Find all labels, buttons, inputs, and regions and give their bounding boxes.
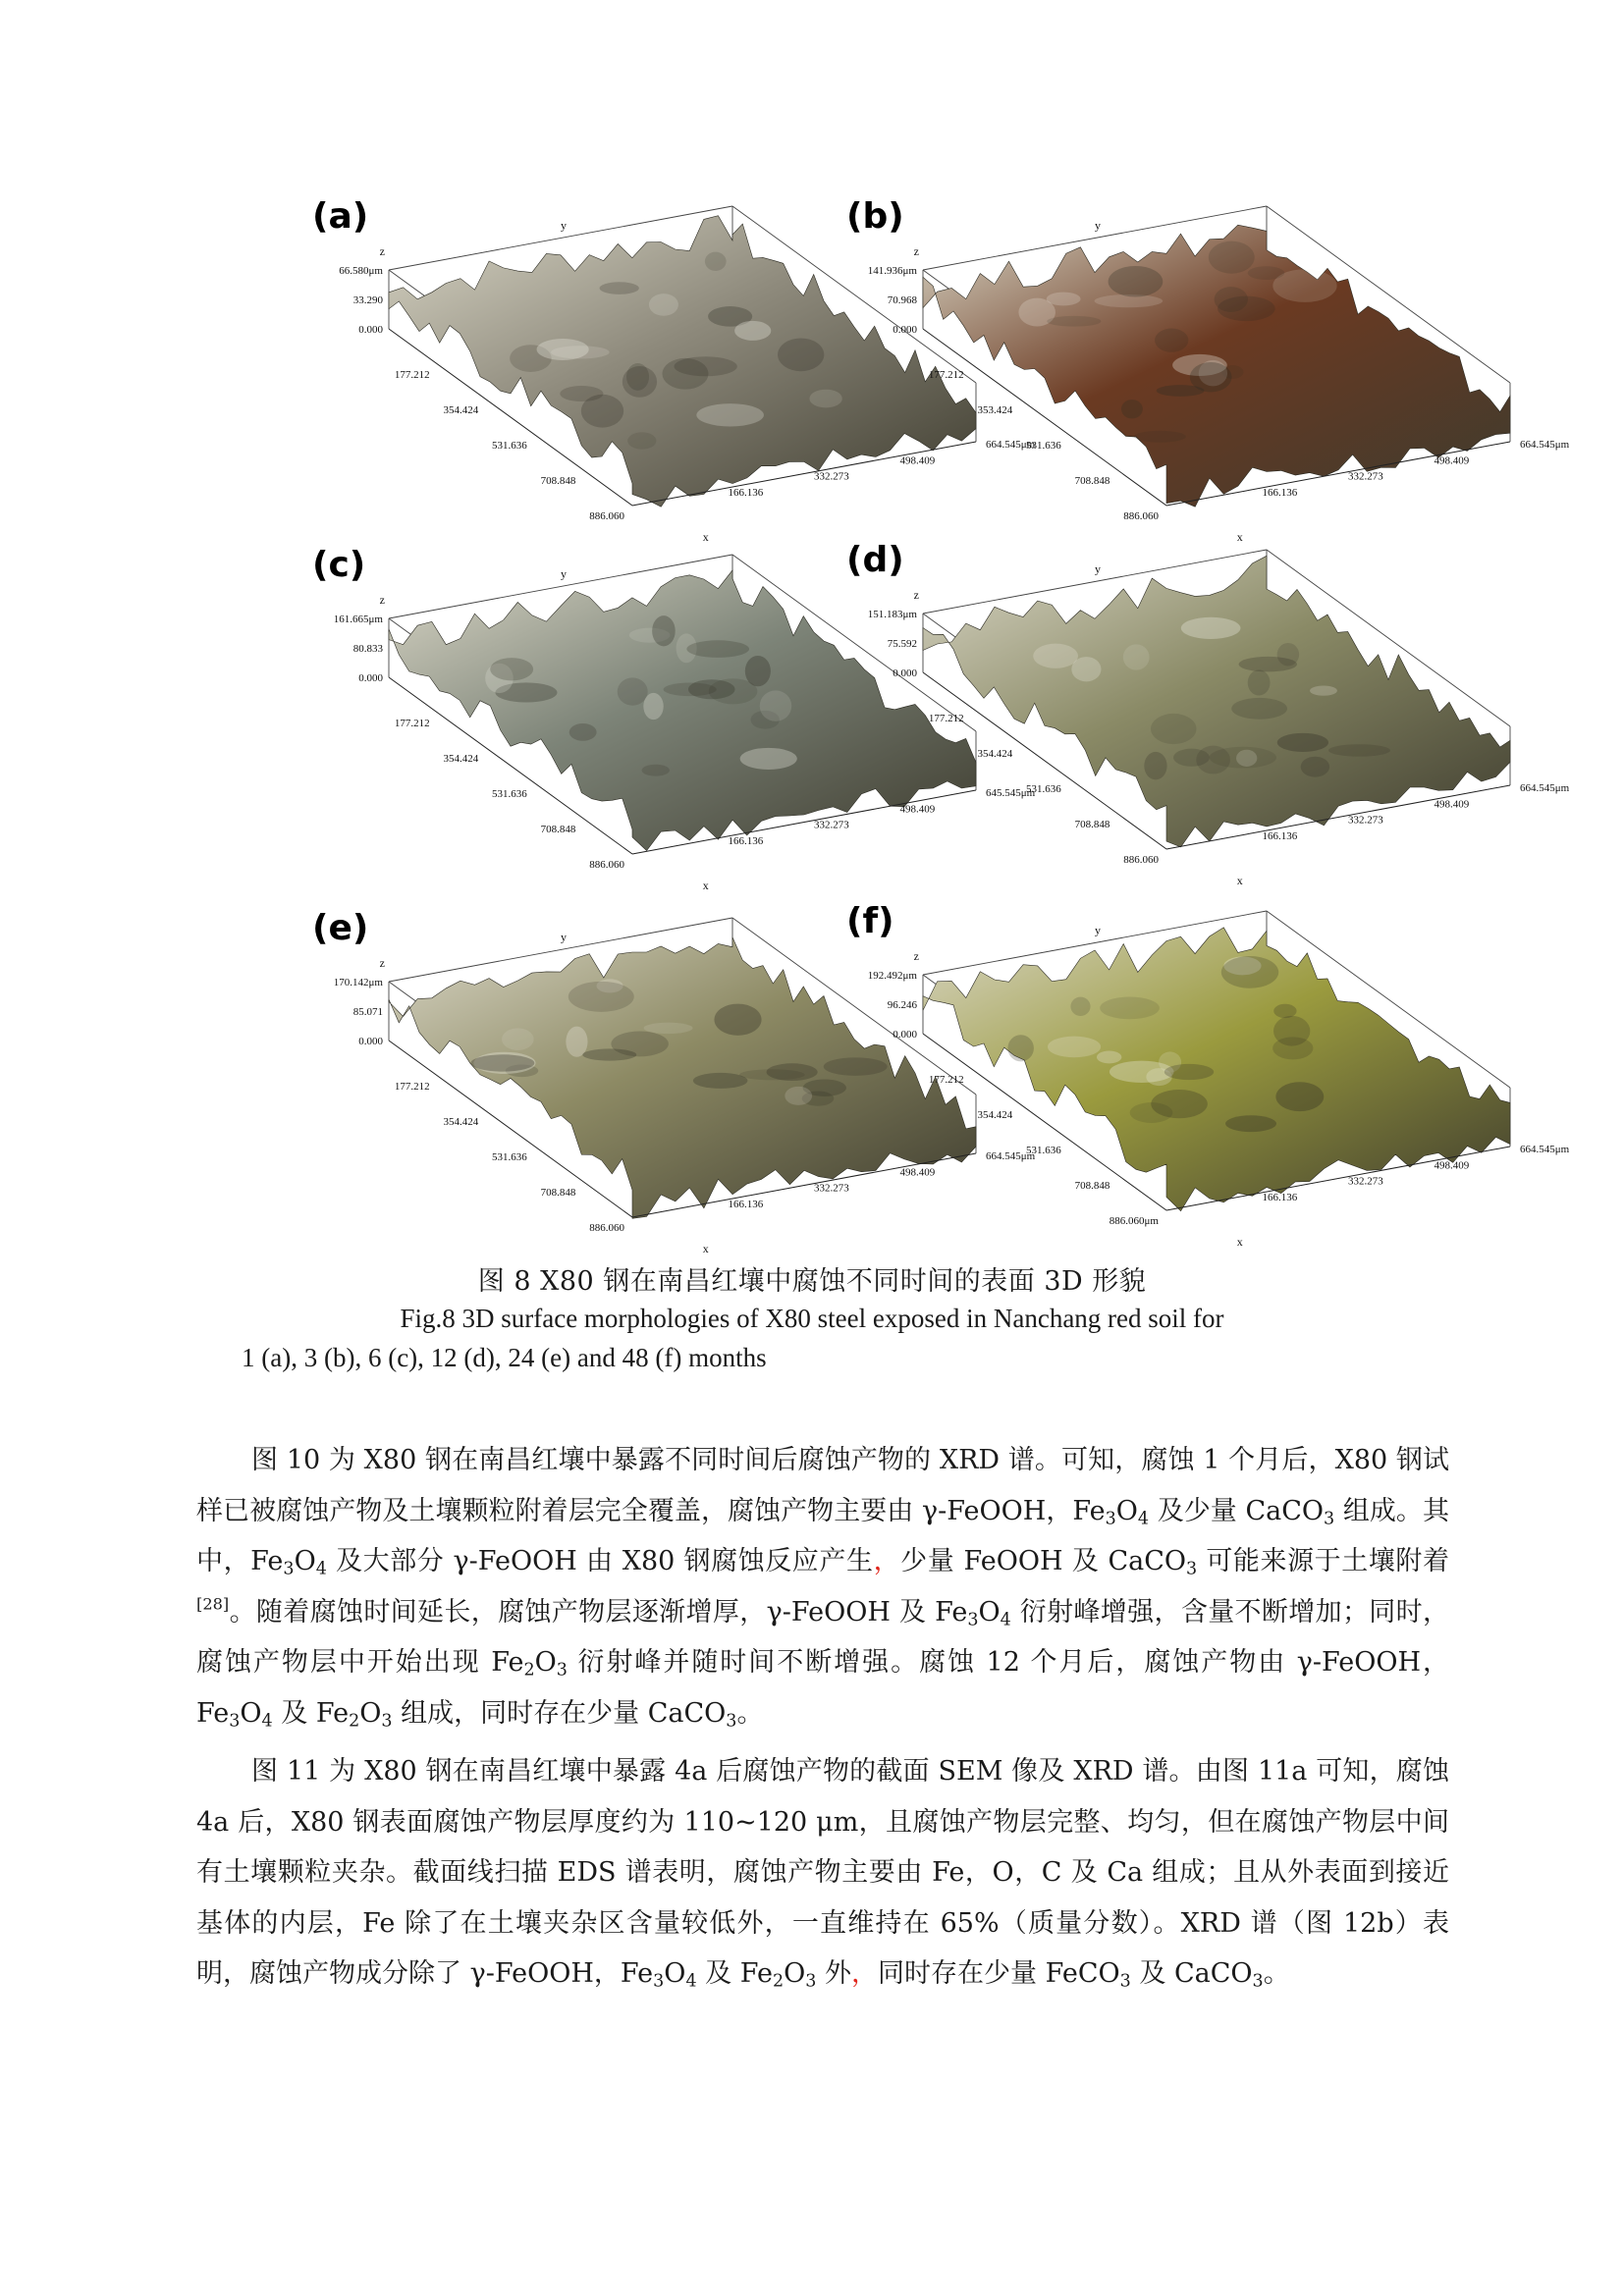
y-tick-label: 166.136: [1262, 486, 1298, 499]
y-tick-label: 332.273: [814, 470, 849, 483]
z-tick-label: 192.492μm: [867, 970, 917, 982]
surface-texture: [582, 1048, 636, 1060]
x-tick-label: 354.424: [443, 404, 479, 416]
x-tick-label: 354.424: [443, 1116, 479, 1128]
z-axis-name: z: [379, 244, 385, 258]
surface-texture: [1236, 750, 1257, 767]
x-tick-label: 886.060: [1123, 510, 1159, 522]
y-axis-name: y: [561, 930, 567, 944]
z-tick-label: 96.246: [887, 999, 917, 1011]
y-tick-label: 166.136: [728, 1198, 764, 1210]
surface-texture: [1123, 644, 1150, 669]
y-tick-label: 166.136: [728, 486, 764, 499]
figure-caption-cn: 图 8 X80 钢在南昌红壤中腐蚀不同时间的表面 3D 形貌: [477, 1266, 1147, 1297]
panel-label: (d): [846, 540, 904, 580]
panel-label: (f): [846, 901, 894, 941]
x-tick-label: 531.636: [492, 1151, 527, 1163]
x-axis-name: x: [702, 1241, 709, 1255]
x-tick-label: 177.212: [394, 718, 430, 729]
y-tick-label: 332.273: [814, 819, 849, 831]
x-tick-label: 531.636: [1026, 1145, 1061, 1156]
surface-texture: [1033, 644, 1078, 668]
surface-texture: [1155, 329, 1188, 352]
body-text: [196, 1435, 1449, 2007]
surface-texture: [1100, 997, 1160, 1020]
z-tick-label: 0.000: [893, 667, 917, 679]
surface-texture: [1248, 669, 1271, 695]
panel-f: [846, 901, 1570, 1255]
y-tick-label: 645.545μm: [986, 787, 1036, 799]
x-tick-label: 708.848: [540, 475, 576, 487]
z-tick-label: 0.000: [358, 1036, 383, 1047]
z-axis-name: z: [913, 949, 919, 963]
x-axis-name: x: [1236, 529, 1243, 544]
z-tick-label: 80.833: [352, 643, 383, 655]
surface-texture: [1151, 714, 1197, 744]
y-axis-name: y: [561, 218, 567, 233]
surface-texture: [767, 1063, 818, 1081]
surface-plot: [846, 540, 1570, 893]
surface-texture: [1231, 698, 1287, 720]
surface-texture: [1221, 956, 1278, 988]
surface-texture: [537, 339, 589, 360]
surface-texture: [1164, 1064, 1214, 1080]
surface-texture: [490, 658, 533, 680]
panel-label: (a): [312, 196, 369, 237]
y-tick-label: 498.409: [899, 803, 936, 816]
z-tick-label: 170.142μm: [333, 977, 383, 988]
x-tick-label: 708.848: [1074, 1180, 1110, 1192]
figure-caption-en-line2: 1 (a), 3 (b), 6 (c), 12 (d), 24 (e) and 48 (f) months: [242, 1343, 767, 1372]
surface-texture: [734, 321, 771, 341]
x-axis-name: x: [1236, 1234, 1243, 1249]
x-tick-label: 708.848: [1074, 819, 1110, 830]
surface-texture: [652, 615, 676, 646]
z-tick-label: 151.183μm: [867, 609, 917, 620]
x-tick-label: 886.060: [589, 1222, 624, 1234]
surface-texture: [740, 748, 797, 770]
surface-texture: [1007, 1035, 1034, 1061]
surface-texture: [1071, 657, 1101, 681]
y-tick-label: 664.545μm: [986, 1150, 1036, 1162]
surface-texture: [1196, 746, 1230, 774]
y-tick-label: 166.136: [728, 834, 764, 847]
x-tick-label: 177.212: [394, 369, 430, 381]
surface-texture: [1248, 266, 1285, 280]
surface-texture: [644, 1023, 693, 1034]
surface-texture: [560, 386, 603, 401]
surface-texture: [664, 683, 717, 697]
surface-texture: [785, 1087, 812, 1105]
panel-label: (c): [312, 545, 366, 585]
surface-texture: [1134, 431, 1186, 443]
x-tick-label: 354.424: [443, 753, 479, 765]
y-tick-label: 498.409: [899, 1166, 936, 1179]
surface-texture: [714, 1004, 761, 1036]
surface-texture: [568, 982, 634, 1012]
y-tick-label: 498.409: [1434, 798, 1470, 811]
surface-texture: [1144, 752, 1166, 779]
surface-texture: [696, 403, 764, 426]
surface-texture: [1277, 733, 1328, 752]
surface-texture: [1109, 266, 1164, 297]
z-tick-label: 0.000: [893, 1029, 917, 1041]
y-axis-name: y: [561, 566, 567, 581]
surface-texture: [1209, 241, 1255, 274]
surface-plot: [846, 901, 1570, 1255]
surface-texture: [1273, 1016, 1310, 1046]
z-tick-label: 33.290: [352, 294, 383, 306]
surface-texture: [1275, 1082, 1324, 1111]
y-tick-label: 166.136: [1262, 1191, 1298, 1203]
y-tick-label: 664.545μm: [986, 439, 1036, 451]
x-tick-label: 531.636: [1026, 783, 1061, 795]
surface-texture: [618, 677, 648, 705]
panel-label: (b): [846, 196, 904, 237]
surface-texture: [626, 363, 649, 391]
y-axis-name: y: [1095, 923, 1101, 937]
surface-texture: [642, 765, 670, 776]
x-tick-label: 177.212: [928, 713, 964, 724]
surface-texture: [1218, 296, 1274, 321]
surface-texture: [693, 1073, 748, 1089]
z-tick-label: 0.000: [893, 324, 917, 336]
surface-texture: [569, 723, 597, 741]
surface-plot: [846, 196, 1570, 550]
y-tick-label: 664.545μm: [1520, 1144, 1570, 1155]
surface-mesh: [923, 556, 1510, 847]
surface-texture: [1047, 293, 1081, 306]
y-tick-label: 332.273: [1348, 470, 1383, 483]
panel-b: [846, 196, 1570, 550]
x-tick-label: 886.060: [589, 859, 624, 871]
surface-texture: [705, 252, 727, 271]
surface-texture: [1121, 400, 1143, 418]
x-tick-label: 886.060: [1123, 854, 1159, 866]
citation: [28]: [196, 1594, 230, 1614]
x-tick-label: 886.060: [589, 510, 624, 522]
surface-texture: [1328, 744, 1390, 756]
y-tick-label: 498.409: [899, 454, 936, 467]
z-tick-label: 161.665μm: [333, 614, 383, 625]
y-tick-label: 498.409: [1434, 454, 1470, 467]
panel-label: (e): [312, 908, 369, 948]
x-tick-label: 531.636: [1026, 440, 1061, 452]
surface-texture: [760, 690, 792, 721]
x-tick-label: 708.848: [540, 1187, 576, 1199]
x-tick-label: 177.212: [928, 369, 964, 381]
x-tick-label: 177.212: [394, 1081, 430, 1093]
surface-texture: [686, 640, 749, 658]
surface-texture: [600, 282, 639, 294]
y-axis-name: y: [1095, 218, 1101, 233]
y-tick-label: 332.273: [1348, 1175, 1383, 1188]
surface-texture: [649, 294, 678, 316]
y-tick-label: 332.273: [814, 1182, 849, 1195]
x-tick-label: 708.848: [540, 824, 576, 835]
z-tick-label: 66.580μm: [339, 265, 383, 277]
surface-texture: [1181, 617, 1241, 639]
z-tick-label: 70.968: [887, 294, 917, 306]
x-axis-name: x: [1236, 873, 1243, 887]
x-tick-label: 353.424: [977, 404, 1013, 416]
paragraph-xrd-analysis: 图 10 为 X80 钢在南昌红壤中暴露不同时间后腐蚀产物的 XRD 谱。可知，腐蚀 1 个月后，X80 钢试样已被腐蚀产物及土壤颗粒附着层完全覆盖，腐蚀产物主要由 γ-FeOOH，$Fe_3O_4$ 及少量 CaCO$_3$ 组成。其中，$Fe_3O_4$ 及大部分 γ-FeOOH 由 X80 钢腐蚀反应产生，少量 FeOOH 及 CaCO$_3$ 可能来源于土壤附着[28]。随着腐蚀时间延长，腐蚀产物层逐渐增厚，γ-FeOOH 及 $Fe_3O_4$ 衍射峰增强，含量不断增加；同时，腐蚀产物层中开始出现 $Fe_2O_3$ 衍射峰并随时间不断增强。腐蚀 12 个月后，腐蚀产物由 γ-FeOOH，$Fe_3O_4$ 及 $Fe_2O_3$ 组成，同时存在少量 CaCO$_3$。: [196, 1445, 1449, 1731]
surface-texture: [502, 1028, 534, 1050]
surface-texture: [470, 1054, 534, 1071]
surface-texture: [1239, 657, 1297, 671]
x-tick-label: 177.212: [928, 1074, 964, 1086]
surface-texture: [675, 356, 737, 376]
y-tick-label: 166.136: [1262, 829, 1298, 842]
z-axis-name: z: [379, 956, 385, 970]
paragraph-sem-analysis: 图 11 为 X80 钢在南昌红壤中暴露 4a 后腐蚀产物的截面 SEM 像及 XRD 谱。由图 11a 可知，腐蚀 4a 后，X80 钢表面腐蚀产物层厚度约为 110~120 μm，且腐蚀产物层完整、均匀，但在腐蚀产物层中间有土壤颗粒夹杂。截面线扫描 EDS 谱表明，腐蚀产物主要由 Fe，O，C 及 Ca 组成；且从外表面到接近基体的内层，Fe 除了在土壤夹杂区含量较低外，一直维持在 65%（质量分数）。XRD 谱（图 12b）表明，腐蚀产物成分除了 γ-FeOOH，$Fe_3O_4$ 及 $Fe_2O_3$ 外，同时存在少量 FeCO$_3$ 及 CaCO$_3$。: [196, 1756, 1449, 1992]
x-tick-label: 354.424: [977, 1109, 1013, 1121]
surface-texture: [1048, 1037, 1101, 1058]
surface-texture: [566, 1027, 587, 1057]
y-tick-label: 664.545μm: [1520, 782, 1570, 794]
surface-texture: [1047, 316, 1101, 327]
surface-texture: [1151, 1090, 1208, 1118]
z-tick-label: 0.000: [358, 672, 383, 684]
x-tick-label: 886.060μm: [1109, 1215, 1159, 1227]
y-tick-label: 498.409: [1434, 1159, 1470, 1172]
y-tick-label: 332.273: [1348, 814, 1383, 827]
panel-d: [846, 540, 1570, 893]
surface-texture: [809, 390, 841, 408]
x-tick-label: 354.424: [977, 748, 1013, 760]
surface-texture: [1310, 685, 1337, 695]
z-tick-label: 75.592: [887, 638, 917, 650]
surface-texture: [1097, 1051, 1121, 1064]
x-axis-name: x: [702, 529, 709, 544]
z-axis-name: z: [913, 588, 919, 602]
surface-texture: [627, 432, 656, 449]
surface-texture: [1225, 1115, 1276, 1132]
surface-texture: [643, 693, 663, 720]
z-tick-label: 141.936μm: [867, 265, 917, 277]
z-tick-label: 0.000: [358, 324, 383, 336]
surface-texture: [709, 678, 758, 704]
x-tick-label: 708.848: [1074, 475, 1110, 487]
x-axis-name: x: [702, 878, 709, 892]
z-axis-name: z: [913, 244, 919, 258]
surface-texture: [1070, 997, 1090, 1016]
z-tick-label: 85.071: [352, 1006, 383, 1018]
y-tick-label: 664.545μm: [1520, 439, 1570, 451]
surface-texture: [778, 338, 824, 371]
y-axis-name: y: [1095, 561, 1101, 576]
surface-texture: [1190, 362, 1232, 392]
x-tick-label: 531.636: [492, 788, 527, 800]
surface-texture: [1301, 757, 1329, 777]
z-axis-name: z: [379, 593, 385, 607]
surface-mesh: [923, 928, 1510, 1211]
figure-caption-en-line1: Fig.8 3D surface morphologies of X80 steel exposed in Nanchang red soil for: [400, 1304, 1224, 1333]
x-tick-label: 531.636: [492, 440, 527, 452]
